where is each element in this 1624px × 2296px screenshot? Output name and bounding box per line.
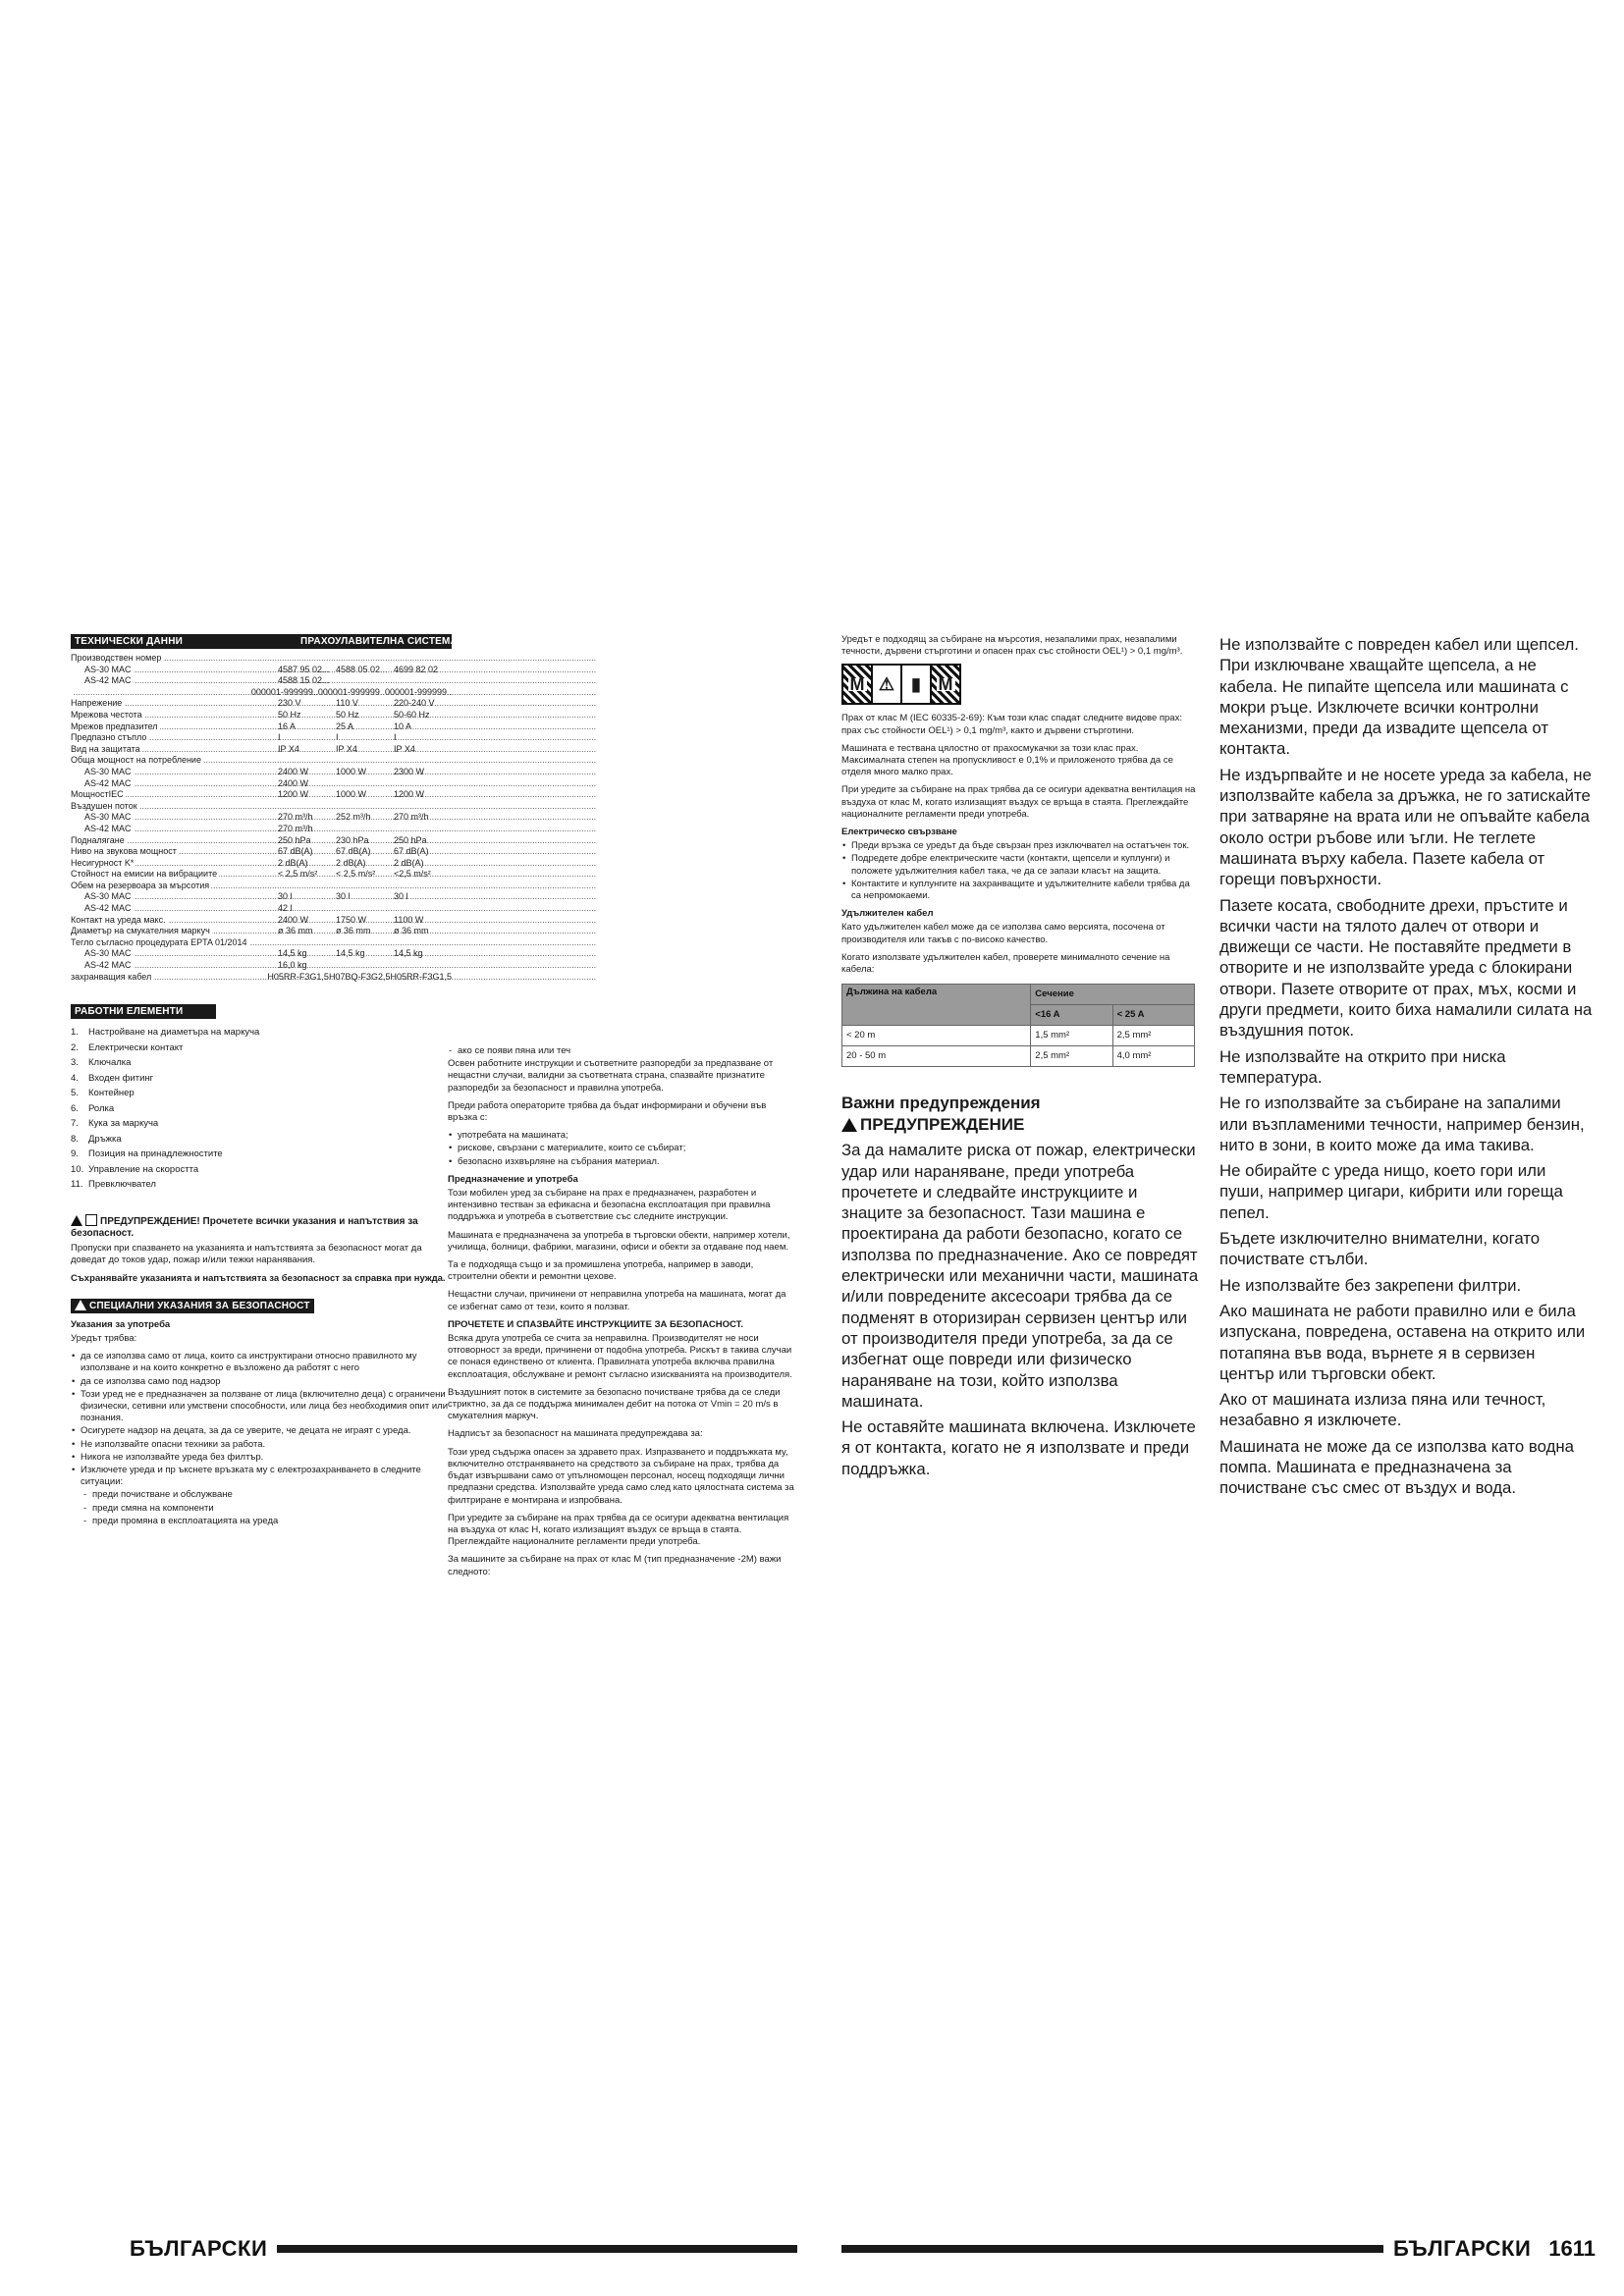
list-item [71,1055,452,1071]
spec-label [71,721,278,733]
spec-value: 4588 05 02... [336,664,388,674]
spec-row [71,891,452,903]
right-footer [841,2236,1596,2262]
warning-label: ПРЕДУПРЕЖДЕНИЕ [841,1114,1201,1136]
spec-value: 2400 W [278,914,309,925]
spec-label [71,732,278,744]
spec-label [71,710,278,721]
item-number: 1. [71,1027,79,1039]
spec-value: 1200 W [278,789,309,800]
item-label: Превключвател [88,1179,156,1191]
col2-dash-list [448,1045,797,1057]
spec-label [71,903,278,915]
spec-label-text: Несигурност K* [71,857,135,868]
spec-label [71,812,278,824]
spec-value: 2300 W [394,766,425,776]
paragraph: Не използвайте на открито при ниска температура. [1219,1046,1506,1087]
list-item: • Преди връзка се уредът да бъде свързан през изключвател на остатъчен ток. [841,840,1201,852]
spec-value: 16 A [278,721,297,731]
spec-row [71,869,452,881]
item-label: Дръжка [88,1133,122,1145]
right-column-1 [841,634,1201,1484]
item-number: 9. [71,1148,79,1160]
general-warning [71,1214,452,1285]
list-item: • да се използва само под надзор [71,1376,452,1388]
spec-value: 14,5 kg [336,948,365,959]
manual-book-icon: ▮ [902,666,932,703]
language-label: БЪЛГАРСКИ [1392,2236,1532,2261]
spec-row [71,937,452,949]
paragraph: Не оставяйте машината включена. Изключете я от контакта, когато не я използвате и преди поддръжка. [841,1417,1196,1478]
item-label: Ролка [88,1102,115,1114]
spec-value: 000001-999999.. [317,686,385,697]
spec-label [71,665,278,676]
spec-label-text: Напрежение [71,698,123,709]
spec-label [71,948,278,960]
cable-length-header: Дължина на кабела [842,985,1031,1026]
item-number: 11. [71,1179,83,1191]
spec-value: 50-60 Hz [394,709,430,720]
spec-value: 000001-999999.. [384,686,452,697]
item-label: Управление на скоростта [88,1163,199,1175]
spec-row [71,801,452,813]
paragraph: Освен работните инструкции и съответните разпоредби за предпазване от нещастни случаи, валидни за съответната страна, спазвайте признатите разпоредби за безопасност и правилна употреба. [448,1058,774,1094]
spec-value: H07BQ-F3G2,5 [328,971,391,982]
spec-label [71,891,278,903]
list-item: • да се използва само от лица, които са инструктирани относно правилното му използване и на които конкретно е възложено да работят с него [71,1351,452,1374]
spec-value: 000001-999999.. [250,686,318,697]
spec-row [71,732,452,744]
paragraph: Та е подходяща също и за промишлена употреба, например в заводи, строителни обекти и ремонтни цехове. [448,1259,754,1283]
spec-label [71,698,278,710]
list-item [71,1132,452,1148]
spec-row [71,846,452,858]
spec-value: IP X4 [278,743,299,754]
spec-label-text: Диаметър на смукателния маркуч [71,926,210,936]
spec-label-text: Мрежов предпазител [71,721,158,731]
spec-row [71,858,452,870]
spec-row [71,687,452,699]
paragraph: Въздушният поток в системите за безопасно почистване трябва да се следи стриктно, за да се поддържа минимален дебит на потока от Vmin = 20 m/s в смукателния маркуч. [448,1386,781,1422]
spec-row [71,948,452,960]
spec-row [71,824,452,835]
spec-label [71,801,278,813]
spec-value: 67 dB(A) [394,846,429,857]
left-column-2 [448,1045,797,1584]
special-bullets [71,1351,452,1488]
paragraph: Бъдете изключително внимателни, когато почиствате стълби. [1219,1229,1541,1269]
spec-label-text: AS-42 MAC [71,675,134,685]
spec-value: H05RR-F3G1,5 [267,971,329,982]
spec-value: 67 dB(A) [278,846,313,857]
spec-value: 67 dB(A) [336,846,371,857]
spec-value: 4699 82 02 [394,664,439,674]
item-number: 7. [71,1118,79,1130]
spec-label-text: AS-42 MAC [71,824,134,833]
spec-label [71,937,278,949]
spec-value: 2 dB(A) [336,857,366,868]
spec-value: 4587 95 02... [278,664,330,674]
item-label: Контейнер [88,1088,135,1099]
spec-value: I [394,732,397,743]
spec-row [71,710,452,721]
spec-value: 250 hPa [394,834,427,845]
spec-value: 30 l [394,891,408,902]
general-warning-head: ПРЕДУПРЕЖДЕНИЕ! Прочетете всички указания и напътствия за безопасност. [71,1215,418,1239]
item-label: Кука за маркуча [88,1118,159,1130]
spec-label [71,926,278,937]
spec-row [71,903,452,915]
spec-row [71,665,452,676]
list-item: • Контактите и куплунгите на захранващите и удължителните кабели трябва да са непромокаеми. [841,879,1201,902]
spec-value: 252 m³/h [336,812,371,823]
spec-label [71,744,278,756]
spec-value: 4588 15 02... [278,675,330,686]
right-page [812,0,1624,2296]
language-label: БЪЛГАРСКИ [130,2236,268,2261]
footer-bar [841,2245,1383,2253]
spec-label [71,972,267,984]
r-col1-paras [841,713,1201,821]
paragraph: За машините за събиране на прах от клас M (тип предназначение -2M) важи следното: [448,1554,782,1577]
table-row: 20 - 50 m 2,5 mm² 4,0 mm² [842,1046,1195,1067]
item-label: Електрически контакт [88,1041,184,1053]
warning-triangle-icon [841,1118,857,1132]
spec-row [71,812,452,824]
list-item [71,1162,452,1178]
paragraph: Не използвайте с повреден кабел или щепсел. При изключване хващайте щепсела, а не кабела. Не пипайте щепсела или машината с мокри ръце. Изключете всички контролни механизми, преди да извадите щепсела от контакта. [1219,635,1579,759]
spec-value: 1750 W [336,914,367,925]
item-label: Настройване на диаметъра на маркуча [88,1027,260,1039]
list-item: • безопасно изхвърляне на събрания материал. [448,1156,797,1168]
paragraph: Машината е предназначена за употреба в търговски обекти, например хотели, училища, болници, фабрики, магазини, офиси и обекти за отдаване под наем. [448,1229,790,1253]
spec-label [71,824,278,835]
list-item: • Не използвайте опасни техники за работа. [71,1439,452,1451]
spec-row [71,744,452,756]
spec-value: H05RR-F3G1,5 [390,971,452,982]
list-item [71,1025,452,1041]
spec-label [71,835,278,847]
spec-label-text: Вид на защитата [71,743,140,754]
spec-label-text: Въздушен поток [71,800,137,811]
special-header: СПЕЦИАЛНИ УКАЗАНИЯ ЗА БЕЗОПАСНОСТ [71,1299,314,1313]
spec-value: 14,5 kg [278,948,307,959]
spec-label [71,846,278,858]
spec-value: I [278,732,281,743]
spec-label-text: Мрежова честота [71,709,142,720]
paragraph: Машината е тествана цялостно от прахосмукачки за този клас прах. Максималната степен на пропускливост е 0,1% и приложеното трябва да се отделя много малко прах. [841,742,1173,778]
elements-header: РАБОТНИ ЕЛЕМЕНТИ [71,1004,216,1019]
list-item: • рискове, свързани с материалите, които се събират; [448,1143,797,1154]
spec-label [71,858,278,870]
spec-label-text: AS-30 MAC [71,812,134,822]
spec-value: 230 hPa [336,834,369,845]
spec-value: <2,5 m/s² [394,869,431,880]
spec-value: 230 V [278,698,301,709]
read-paras [448,1333,797,1578]
page-number: 1611 [1548,2236,1596,2261]
paragraph: Прах от клас M (IEC 60335-2-69): Към този клас спадат следните видове прах: прах със стойности OEL¹) > 0,1 mg/m³, както и дървени стърготини. [841,713,1182,736]
general-warning-bold: Съхранявайте указанията и напътствията за безопасност за справка при нужда. [71,1272,446,1284]
paragraph: Ако машината не работи правилно или е била изпускана, повредена, оставена на открито или потапяна във вода, върнете я в сервизен център или търговски обект. [1219,1301,1586,1383]
spec-value: 2400 W [278,766,309,776]
warning-triangle-icon [71,1215,82,1226]
item-number: 10. [71,1163,84,1175]
paragraph: Всяка друга употреба се счита за неправилна. Производителят не носи отговорност за вреди, причинени от подобна употреба. Рискът в такива случаи се понася единствено от клиента. Правилната употреба включва правилна експлоатация, обслужване и ремонт съгласно изискванията на производителя. [448,1333,792,1380]
spec-label-text: Контакт на уреда макс. [71,914,166,925]
paragraph: Машината не може да се използва като водна помпа. Машината е предназначена за почистване със смес от въздух и вода. [1219,1436,1574,1498]
item-number: 5. [71,1088,79,1099]
col2-bullets [448,1130,797,1168]
spec-value: IP X4 [394,743,415,754]
spec-label-text: AS-42 MAC [71,903,134,913]
spec-label-text: AS-30 MAC [71,891,134,901]
spec-row [71,721,452,733]
electric-bullets [841,840,1201,902]
spec-value: < 2,5 m/s² [278,869,318,880]
spec-label-text: AS-30 MAC [71,665,134,674]
spec-value: 270 m³/h [278,823,313,833]
dust-class-m-icon: M [843,666,873,703]
paragraph: Надписът за безопасност на машината предупреждава за: [448,1428,703,1440]
spec-label-text: МощностIEC [71,789,124,800]
spec-row [71,767,452,778]
list-item: - преди промяна в експлоатацията на уреда [82,1516,452,1527]
paragraph: При уредите за събиране на прах трябва да се осигури адекватна вентилация на въздуха от клас H, когато излизащият въздух се връща в стаята. Преглеждайте националните регламенти преди употреба. [448,1512,789,1548]
spec-row [71,926,452,937]
spec-value: 2400 W [278,777,309,788]
manual-book-icon [85,1214,97,1226]
spec-row [71,778,452,790]
spec-value: 1000 W [336,789,367,800]
read-head: ПРОЧЕТЕТЕ И СПАЗВАЙТЕ ИНСТРУКЦИИТЕ ЗА БЕЗОПАСНОСТ. [448,1318,743,1330]
spec-value: 14,5 kg [394,948,423,959]
paragraph: Този уред съдържа опасен за здравето прах. Изпразването и поддръжката му, включително отстраняването на средството за събиране на прах, трябва да бъдат извършвани само от упълномощен персонал, носещ подходящи лични предпазни средства. Използвайте уреда само след като цялостната система за филтриране е монтирана и изпробвана. [448,1446,794,1506]
cable-table [841,984,1195,1067]
spec-label-text: Ниво на звукова мощност [71,846,177,857]
spec-label-text: Предпазно стъпло [71,732,147,743]
spec-label [71,767,278,778]
spec-label [71,755,278,767]
paragraph: Преди работа операторите трябва да бъдат информирани и обучени във връзка с: [448,1099,767,1124]
spec-value: 50 Hz [278,709,301,720]
spec-label [71,653,278,665]
right-intro: Уредът е подходящ за събиране на мърсотия, незапалими прах, незапалими течности, дървени стърготини и опасен прах със стойности OEL¹) > 0,1 mg/m³. [841,634,1183,658]
spec-label-text: захранващия кабел [71,971,152,982]
list-item [71,1116,452,1132]
list-item [71,1041,452,1056]
important-paras [841,1140,1201,1479]
spec-value: ø 36 mm [336,926,371,936]
list-item: - преди смяна на компоненти [82,1503,452,1515]
item-label: Позиция на принадлежностите [88,1148,223,1160]
spec-label-text: AS-42 MAC [71,778,134,788]
paragraph: Не използвайте без закрепени филтри. [1219,1275,1522,1295]
list-item [71,1147,452,1162]
extension-head: Удължителен кабел [841,908,934,920]
elements-list [71,1025,452,1193]
important-head: Важни предупреждения [841,1094,1041,1113]
spec-value: 30 l [278,891,293,902]
spec-label [71,869,278,881]
spec-label-text: Обща мощност на потребление [71,755,201,766]
spec-value: 110 V [336,698,358,709]
paragraph: Не го използвайте за събиране на запалими или възпламеними течности, например бензин, нито в зони, в които може да има такива. [1219,1094,1585,1154]
list-item: - преди почистване и обслужване [82,1489,452,1501]
list-item [71,1086,452,1101]
cable-sub-16a: <16 A [1031,1005,1112,1026]
cable-section-header: Сечение [1031,985,1195,1005]
list-item [71,1071,452,1087]
special-intro: Уредът трябва: [71,1332,137,1344]
spec-value: 25 A [336,721,354,731]
item-label: Входен фитинг [88,1072,154,1084]
ext-paras [841,922,1201,976]
spec-row [71,835,452,847]
spec-label-text: AS-30 MAC [71,948,134,958]
item-number: 3. [71,1057,79,1069]
paragraph: Като удължителен кабел може да се използва само версията, посочена от производителя или такъв с по-високо качество. [841,922,1165,945]
spec-label-text: AS-30 MAC [71,767,134,776]
spec-row [71,881,452,892]
col3-paras [1219,634,1593,1499]
list-item: • употребата на машината; [448,1130,797,1142]
list-item [71,1101,452,1117]
list-item: • Никога не използвайте уреда без филтър. [71,1452,452,1464]
list-item: • Изключете уреда и пр ъкснете връзката му с електрозахранването в следните ситуации: [71,1465,452,1488]
list-item: • Този уред не е предназначен за ползване от лица (включително деца) с ограничени физически, сетивни или умствени способности, или лица без необходимия опит или познания. [71,1389,452,1425]
paragraph: Ако от машината излиза пяна или течност, незабавно я изключете. [1219,1390,1546,1430]
paragraph: За да намалите риска от пожар, електрически удар или нараняване, преди употреба прочетете и следвайте инструкциите и знаците за безопасност. Тази машина е проектирана да работи безопасно, когато се използва по предназначение. Ако се повредят електрически или механични части, машината и/или повредените аксесоари трябва да се подменят в оторизиран сервизен център или от производителя преди употреба, за да се избегнат още повреди или физическо нараняване на този, който използва машината. [841,1141,1199,1411]
general-warning-body: Пропуски при спазването на указанията и напътствията за безопасност могат да доведат до токов удар, пожар и/или тежки наранявания. [71,1243,422,1266]
paragraph: Този мобилен уред за събиране на прах е предназначен, разработен и интензивно тестван за ефикасна и безопасна експлоатация при правилна поддръжка и употреба в съответствие със следните инструкции. [448,1188,771,1223]
warning-triangle-icon: ⚠ [873,666,902,703]
cable-sub-25a: < 25 A [1112,1005,1194,1026]
spec-label-text: Обем на резервоара за мърсотия [71,880,210,890]
list-item: - ако се появи пяна или теч [448,1045,797,1057]
item-number: 6. [71,1102,79,1114]
spec-label [71,789,278,801]
important-section [841,1093,1201,1479]
spec-value: 1200 W [394,789,425,800]
list-item [71,1177,452,1193]
spec-row [71,653,452,665]
spec-label [71,778,278,790]
spec-value: 2 dB(A) [394,857,424,868]
special-sub: Указания за употреба [71,1318,171,1330]
spec-label [71,915,278,927]
paragraph: Когато използвате удължителен кабел, проверете минималното сечение на кабела: [841,951,1170,976]
spec-row [71,972,452,984]
right-column-3 [1219,634,1593,1504]
spec-value: I [336,732,339,743]
spec-value: 30 l [336,891,351,902]
electric-head: Електрическо свързване [841,827,957,838]
paragraph: Не обирайте с уреда нищо, което гори или пуши, например цигари, кибрити или гореща пепел. [1219,1161,1563,1222]
left-column-1 [71,634,458,1528]
purpose-head: Предназначение и употреба [448,1173,578,1185]
spec-label-text [71,687,73,697]
footer-bar [277,2245,797,2253]
spec-value: 50 Hz [336,709,359,720]
list-item: • Осигурете надзор на децата, за да се уверите, че децата не играят с уреда. [71,1425,452,1437]
paragraph: Пазете косата, свободните дрехи, пръстите и всички части на тялото далеч от отвори и движещи се части. Не поставяйте предмети в отворите и не използвайте уреда с блокирани отвори. Пазете отворите от прах, мъх, косми и други предмети, които биха намалили силата на въздушния поток. [1219,895,1593,1041]
spec-row [71,960,452,972]
item-label: Ключалка [88,1057,132,1069]
col2-paras [448,1058,797,1124]
table-row: < 20 m 1,5 mm² 2,5 mm² [842,1026,1195,1046]
spec-value: 1100 W [394,914,424,925]
spec-row [71,789,452,801]
spec-label [71,960,278,972]
spec-value: IP X4 [336,743,357,754]
spec-value: < 2,5 m/s² [336,869,376,880]
item-number: 4. [71,1072,79,1084]
spec-label-text: Тегло съгласно процедурата EPTA 01/2014 [71,936,247,947]
spec-label [71,881,278,892]
spec-label-text: AS-42 MAC [71,960,134,970]
paragraph: Нещастни случаи, причинени от неправилна употреба на машината, могат да се избегнат само от тези, които я ползват. [448,1289,786,1312]
spec-value: 220-240 V [394,698,435,709]
spec-value: 250 hPa [278,834,311,845]
spec-row [71,698,452,710]
paragraph: Не издърпвайте и не носете уреда за кабела, не използвайте кабела за дръжка, не го затискайте при затваряне на врата или не опъвайте кабела около остри ръбове или ъгли. Не теглете машината върху кабела. Пазете кабела от горещи повърхности. [1219,765,1592,889]
spec-value: 2 dB(A) [278,857,308,868]
spec-row [71,915,452,927]
item-number: 2. [71,1041,79,1053]
item-number: 8. [71,1133,79,1145]
spec-value: 1000 W [336,766,367,776]
warning-triangle-icon [75,1300,86,1310]
spec-value: ø 36 mm [278,926,313,936]
special-dashes [71,1489,452,1527]
spec-row [71,755,452,767]
spec-label-text: Стойност на емисии на вибрациите [71,869,218,880]
spec-value: 16,0 kg [278,960,307,971]
spec-table [71,653,452,983]
spec-value: 270 m³/h [394,812,429,823]
spec-value: 42 l [278,903,293,914]
spec-label-text: Производствен номер [71,653,162,663]
spec-value: ø 36 mm [394,926,429,936]
tech-data-header: ТЕХНИЧЕСКИ ДАННИ ПРАХОУЛАВИТЕЛНА СИСТЕМА [71,634,452,649]
dust-class-m-icon: M [932,666,959,703]
purpose-paras [448,1188,797,1313]
dust-class-pictogram [841,664,961,705]
spec-label [71,687,251,699]
paragraph: При уредите за събиране на прах трябва да се осигури адекватна вентилация на въздуха от клас M, когато излизащият въздух се връща в стаята. Преглеждайте националните регламенти преди употреба. [841,784,1196,820]
spec-label [71,675,278,687]
spec-label-text: Подналягане [71,834,125,845]
spec-row [71,675,452,687]
spec-value: 270 m³/h [278,812,313,823]
spec-value: 10 A [394,721,412,731]
left-footer [71,2236,797,2262]
list-item: • Подредете добре електрическите части (контакти, щепсели и куплунги) и положете удължителния кабел така, че да се запази класът на защита. [841,853,1201,877]
